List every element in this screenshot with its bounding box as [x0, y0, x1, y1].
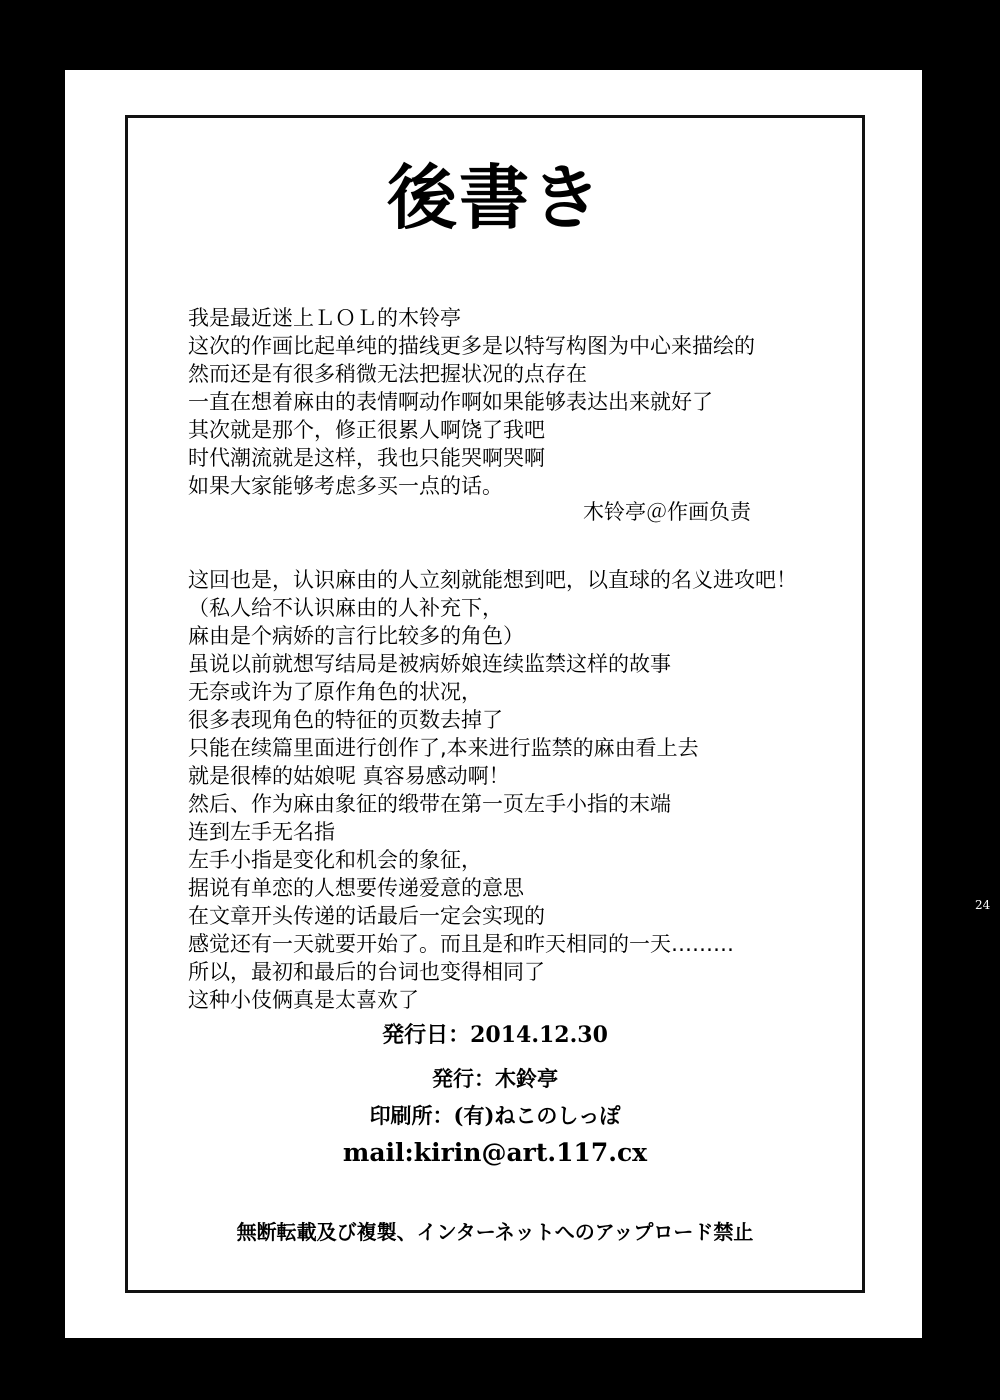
text-line: 我是最近迷上ＬＯＬ的木铃亭 [188, 306, 461, 330]
contact-email: mail:kirin@art.117.cx [342, 1138, 648, 1167]
text-line: 这回也是，认识麻由的人立刻就能想到吧，以直球的名义进攻吧！ [188, 568, 797, 592]
text-line: 然后、作为麻由象征的缎带在第一页左手小指的末端 [188, 792, 671, 816]
printer: 印刷所：(有)ねこのしっぽ [369, 1103, 621, 1128]
author-signature: 木铃亭＠作画负责 [583, 500, 751, 524]
publisher: 発行：木鈴亭 [432, 1066, 558, 1091]
text-line: 麻由是个病娇的言行比较多的角色） [188, 624, 524, 648]
text-line: 左手小指是变化和机会的象征， [188, 848, 482, 872]
text-frame [125, 115, 865, 1293]
text-line: 所以，最初和最后的台词也变得相同了 [188, 960, 545, 984]
text-line: （私人给不认识麻由的人补充下， [188, 596, 503, 620]
publication-date: 発行日：2014.12.30 [382, 1022, 608, 1048]
text-line: 这种小伎俩真是太喜欢了 [188, 988, 419, 1012]
text-line: 时代潮流就是这样，我也只能哭啊哭啊 [188, 446, 545, 470]
text-line: 连到左手无名指 [188, 820, 335, 844]
page-title: 後書き [387, 156, 603, 239]
text-line: 虽说以前就想写结局是被病娇娘连续监禁这样的故事 [188, 652, 671, 676]
copyright-notice: 無断転載及び複製、インターネットへのアップロード禁止 [236, 1220, 754, 1244]
text-line: 感觉还有一天就要开始了。而且是和昨天相同的一天……… [188, 932, 734, 956]
text-line: 很多表现角色的特征的页数去掉了 [188, 708, 503, 732]
text-line: 就是很棒的姑娘呢 真容易感动啊！ [188, 764, 510, 788]
text-line: 然而还是有很多稍微无法把握状况的点存在 [188, 362, 587, 386]
text-line: 据说有单恋的人想要传递爱意的意思 [188, 876, 524, 900]
text-line: 在文章开头传递的话最后一定会实现的 [188, 904, 545, 928]
text-line: 一直在想着麻由的表情啊动作啊如果能够表达出来就好了 [188, 390, 713, 414]
text-line: 如果大家能够考虑多买一点的话。 [188, 474, 503, 498]
afterword-paragraph-2 [188, 566, 797, 1014]
page [65, 70, 922, 1338]
text-line: 其次就是那个，修正很累人啊饶了我吧 [188, 418, 545, 442]
afterword-paragraph-1 [188, 304, 755, 500]
text-line: 无奈或许为了原作角色的状况， [188, 680, 482, 704]
page-number: 24 [975, 898, 991, 912]
text-line: 只能在续篇里面进行创作了,本来进行监禁的麻由看上去 [188, 736, 699, 760]
text-line: 这次的作画比起单纯的描线更多是以特写构图为中心来描绘的 [188, 334, 755, 358]
